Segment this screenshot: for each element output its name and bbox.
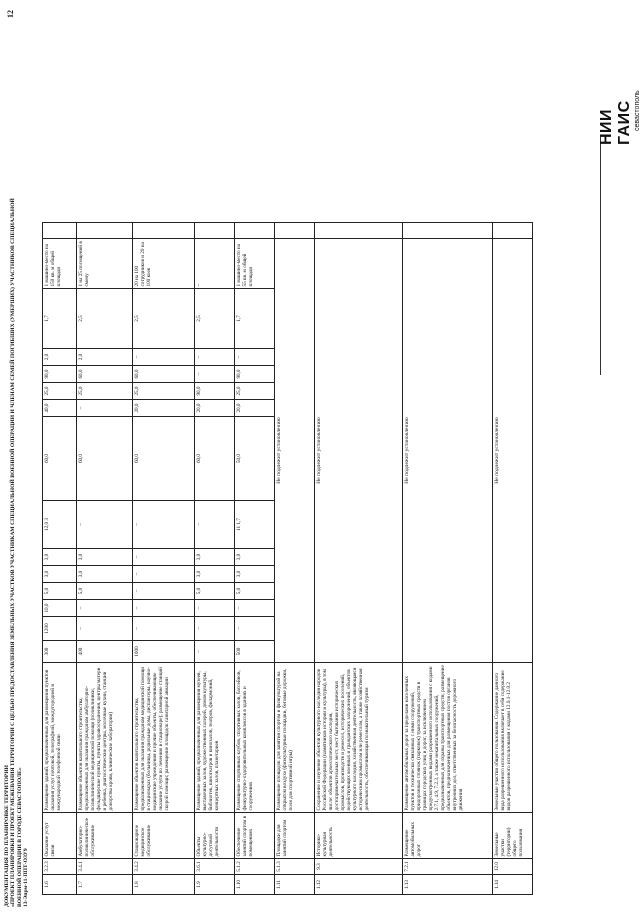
cell-c14: 20 на 100 сотрудников и 20 на 100 коек: [133, 239, 195, 289]
table-row: [133, 223, 195, 895]
cell-no: 1.6: [43, 875, 77, 895]
cell-c9: –: [77, 400, 133, 417]
table-row: [43, 223, 77, 895]
land-use-table: [42, 222, 533, 895]
cell-c7: 11 1,7: [235, 501, 275, 549]
cell-code: 7.2.1: [403, 859, 493, 875]
cell-c11: 90,0: [43, 366, 77, 383]
cell-c1: 300: [43, 641, 77, 663]
cell-name: Размещение автомобильных дорог: [403, 813, 493, 859]
header-line-1: ДОКУМЕНТАЦИЯ ПО ПЛАНИРОВКЕ ТЕРРИТОРИИ: [4, 764, 10, 907]
cell-c11: 90,0: [235, 366, 275, 383]
cell-desc: Размещение площадок для занятия спортом и физкультурой на открытом воздухе (физкультурные площадки, беговые дорожки, поля для спортивной игры): [275, 663, 315, 813]
cell-c3: –: [195, 600, 235, 617]
cell-c2: 1200: [43, 617, 77, 641]
cell-c5: 3,0: [235, 566, 275, 583]
cell-c14: 1 на 25 посещений в смену: [77, 239, 133, 289]
cell-blank: [493, 223, 533, 239]
cell-c12: 2,0: [77, 349, 133, 366]
cell-desc: Размещение объектов капитального строительства, предназначенных для оказания гражданам амбулаторно-поликлинической медицинской помощи (поликлиники, фельдшерские пункты, пункты здравоохранения, центры матери и ребенка, диагностические центры, молочные кухни, станции донорства крови, клинические лаборатории): [77, 663, 133, 813]
cell-c2: –: [235, 617, 275, 641]
cell-c6: 3,0: [77, 549, 133, 566]
cell-code: 3.4.2: [133, 859, 195, 875]
cell-c3: 10,0: [43, 600, 77, 617]
table-row: [493, 223, 533, 895]
cell-c4: 5,0: [77, 583, 133, 600]
cell-name: Стационарное медицинское обслуживание: [133, 813, 195, 859]
cell-blank: [275, 223, 315, 239]
header-line-3: ВОЕННОЙ ОПЕРАЦИИ В ГОРОДЕ СЕВАСТОПОЛЕ»: [16, 767, 23, 907]
table-row: [195, 223, 235, 895]
cell-c13: 1,7: [235, 289, 275, 349]
cell-desc: Размещение зданий, предназначенных для размещения пунктов оказания услуг почтовой, телеграфной, междугородней и международной телефонной связи: [43, 663, 77, 813]
cell-c9: 40,0: [43, 400, 77, 417]
cell-desc: Размещение зданий, предназначенных для размещения музеев, выставочных залов, художественных галерей, домов культуры, библиотек, кинотеатров и кинозалов, театров, филармоний, концертных залов, планетариев: [195, 663, 235, 813]
cell-c2: –: [133, 617, 195, 641]
cell-c7: 12,0 3: [43, 501, 77, 549]
cell-c4: –: [133, 583, 195, 600]
cell-code: 12.0: [493, 859, 533, 875]
cell-name: Историко-культурная деятельность: [315, 813, 403, 859]
cell-desc: Размещение спортивных клубов, спортивных залов, бассейнов, физкультурно-оздоровительных комплексов в зданиях и сооружениях: [235, 663, 275, 813]
cell-c10: 25,0: [43, 383, 77, 400]
cell-c12: –: [195, 349, 235, 366]
cell-c14: 1 машино-место на 150 кв. м общей площади: [43, 239, 77, 289]
cell-c8: 50,0: [235, 417, 275, 501]
cell-c5: 3,0: [43, 566, 77, 583]
cell-no: 1.8: [133, 875, 195, 895]
table-row: [403, 223, 493, 895]
cell-c10: 25,0: [235, 383, 275, 400]
cell-c8: 60,0: [195, 417, 235, 501]
cell-name: Обеспечение занятий спортом в помещениях: [235, 813, 275, 859]
cell-c14: –: [195, 239, 235, 289]
document-header: [4, 37, 30, 907]
cell-c13: 2,5: [133, 289, 195, 349]
cell-no: 1.7: [77, 875, 133, 895]
cell-c9: 20,0: [133, 400, 195, 417]
cell-code: 5.1.2: [235, 859, 275, 875]
cell-c12: –: [235, 349, 275, 366]
cell-c2: –: [195, 617, 235, 641]
cell-nps: Не подлежит установлению: [315, 239, 403, 663]
cell-name: Амбулаторно-поликлиническое обслуживание: [77, 813, 133, 859]
cell-c1: 1000: [133, 641, 195, 663]
cell-c7: –: [77, 501, 133, 549]
header-line-4: 13-Эпрм-11-ППТ-ОЗУ9: [23, 848, 30, 907]
cell-c8: 60,0: [133, 417, 195, 501]
cell-c11: 60,0: [133, 366, 195, 383]
cell-blank: [403, 223, 493, 239]
cell-desc: Размещение объектов капитального строительства, предназначенных для оказания гражданам медицинской помощи в стационарах (больницы, родильные дома, диспансеры, научно-медицинские учреждения и прочие объекты, обеспечивающие оказание услуги по лечению в стационаре); размещение станций скорой помощи; размещение площадок санитарной авиации: [133, 663, 195, 813]
cell-c10: 90,0: [195, 383, 235, 400]
cell-no: 1.11: [275, 875, 315, 895]
cell-c7: –: [133, 501, 195, 549]
cell-name: Земельные участки (территории) общего пользования: [493, 813, 533, 859]
cell-c2: –: [77, 617, 133, 641]
cell-nps: Не подлежит установлению: [403, 239, 493, 663]
cell-nps: Не подлежит установлению: [493, 239, 533, 663]
cell-blank: [195, 223, 235, 239]
cell-code: 5.1.3: [275, 859, 315, 875]
cell-c1: 400: [77, 641, 133, 663]
cell-c10: 25,0: [77, 383, 133, 400]
cell-code: 3.6.1: [195, 859, 235, 875]
cell-blank: [235, 223, 275, 239]
cell-no: 1.12: [315, 875, 403, 895]
cell-c1: –: [195, 641, 235, 663]
cell-no: 1.14: [493, 875, 533, 895]
cell-no: 1.13: [403, 875, 493, 895]
cell-c14: 1 машино-место на 55 кв. м общей площади: [235, 239, 275, 289]
cell-c3: –: [77, 600, 133, 617]
cell-c5: –: [133, 566, 195, 583]
cell-c8: 60,0: [77, 417, 133, 501]
cell-desc: Размещение автомобильных дорог за пределами населенных пунктов и технически связанных с ними сооружений, придорожных стоянок (парковок) транспортных средств в границах городских улиц и дорог, за исключением предусмотренных видами разрешенного использования с кодами 2.7.1, 4.9, 7.2.3, а также некапитальных сооружений, предназначенных для охраны транспортных средств; размещение объектов, предназначенных для размещения постов органов внутренних дел, ответственных за безопасность дорожного движения: [403, 663, 493, 813]
cell-c1: 500: [235, 641, 275, 663]
cell-c9: 20,0: [235, 400, 275, 417]
cell-c11: –: [195, 366, 235, 383]
table-row: [315, 223, 403, 895]
cell-c13: 2,5: [195, 289, 235, 349]
cell-no: 1.9: [195, 875, 235, 895]
cell-c11: 60,0: [77, 366, 133, 383]
logo-title: НИИ ГАИС: [598, 100, 633, 145]
cell-blank: [315, 223, 403, 239]
cell-c4: 5,0: [235, 583, 275, 600]
cell-c8: 60,0: [43, 417, 77, 501]
cell-blank: [133, 223, 195, 239]
cell-name: Площадки для занятий спортом: [275, 813, 315, 859]
cell-c3: –: [235, 600, 275, 617]
logo-subtitle: севастополь: [634, 90, 641, 131]
cell-c6: 3,0: [43, 549, 77, 566]
header-line-2: «ПРОЕКТ ПЛАНИРОВКИ И ПРОЕКТ МЕЖЕВАНИЯ ТЕРРИТОРИИ С ЦЕЛЬЮ ПРЕДОСТАВЛЕНИЯ ЗЕМЕЛЬНЫХ УЧАСТКОВ УЧАСТНИКАМ СПЕЦИАЛЬНОЙ ВОЕННОЙ ОПЕРАЦИИ И ЧЛЕНАМ СЕМЕЙ ПОГИБШИХ (УМЕРШИХ) УЧАСТНИКОВ СПЕЦИАЛЬНОЙ: [10, 198, 17, 907]
cell-desc: Земельные участки общего пользования. Содержание данного вида разрешенного использования включает в себя содержание видов разрешенного использования с кодами 12.0.1-12.0.2: [493, 663, 533, 813]
cell-c4: 5,0: [195, 583, 235, 600]
cell-c6: 3,0: [235, 549, 275, 566]
cell-c12: 2,0: [43, 349, 77, 366]
cell-c5: 3,0: [77, 566, 133, 583]
cell-desc: Сохранение и изучение объектов культурного наследия народов Российской Федерации (памятников истории и культуры), в том числе: объектов археологического наследия, достопримечательных мест, мест бытования исторических промыслов, производств и ремесел, исторических поселений, недействующих военных и гражданских захоронений, объектов культурного наследия, хозяйственная деятельность, являющаяся историческим промыслом или ремеслом, а также хозяйственная деятельность, обеспечивающая познавательный туризм: [315, 663, 403, 813]
cell-blank: [77, 223, 133, 239]
cell-c12: –: [133, 349, 195, 366]
cell-c13: 1,7: [43, 289, 77, 349]
cell-nps: Не подлежит установлению: [275, 239, 315, 663]
cell-c4: 5,0: [43, 583, 77, 600]
cell-blank: [43, 223, 77, 239]
table-row: [275, 223, 315, 895]
cell-code: 9.3: [315, 859, 403, 875]
cell-c6: 3,0: [195, 549, 235, 566]
cell-c3: –: [133, 600, 195, 617]
cell-c10: 25,0: [133, 383, 195, 400]
footer-rule: [600, 135, 601, 375]
cell-name: Объекты культурно-досуговой деятельности: [195, 813, 235, 859]
cell-c9: 20,0: [195, 400, 235, 417]
page-number: 12: [6, 10, 15, 18]
cell-name: Оказание услуг связи: [43, 813, 77, 859]
table-row: [77, 223, 133, 895]
table-row: [235, 223, 275, 895]
cell-c5: 3,0: [195, 566, 235, 583]
nii-gais-logo: [598, 85, 641, 145]
cell-c13: 2,5: [77, 289, 133, 349]
cell-no: 1.10: [235, 875, 275, 895]
cell-code: 3.2.3: [43, 859, 77, 875]
cell-code: 3.4.1: [77, 859, 133, 875]
cell-c7: –: [195, 501, 235, 549]
cell-c6: –: [133, 549, 195, 566]
